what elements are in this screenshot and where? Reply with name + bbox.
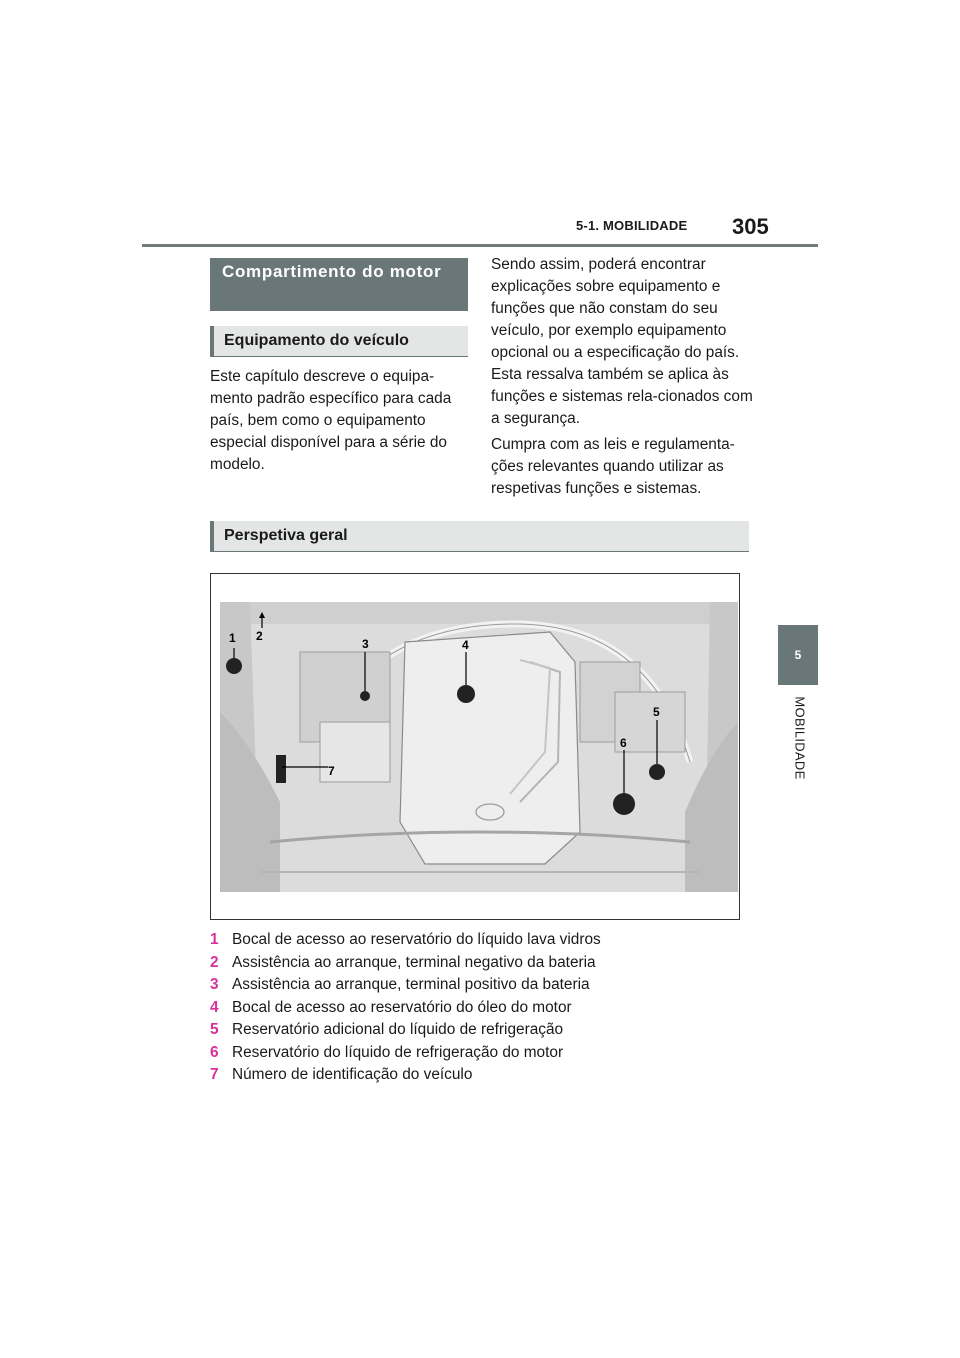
callout-7: 7 [328,764,335,778]
figure-legend [210,929,770,1087]
legend-item [210,974,770,997]
callout-2: 2 [256,629,263,643]
legend-number: 1 [210,931,219,948]
engine-bay-illustration [220,602,738,892]
callout-6: 6 [620,736,627,750]
legend-number: 7 [210,1066,219,1083]
legend-text: Bocal de acesso ao reservatório do líquido lava vidros [232,931,601,948]
legend-item [210,997,770,1020]
legend-number: 4 [210,998,219,1016]
legend-number: 5 [210,1021,219,1038]
callout-3: 3 [362,637,369,651]
legend-item [210,1019,770,1042]
subheading-overview [210,521,749,552]
legend-text: Número de identificação do veículo [232,1066,473,1083]
legend-number: 3 [210,976,219,993]
paragraph-right-2: Cumpra com as leis e regulamenta-ções relevantes quando utilizar as respetivas funções e sistemas. [491,436,735,497]
legend-item [210,1064,770,1087]
legend-number: 6 [210,1043,219,1061]
chapter-tab-label: MOBILIDADE [792,696,808,780]
legend-text: Bocal de acesso ao reservatório do óleo do motor [232,998,572,1016]
callout-5: 5 [653,705,660,719]
callout-1: 1 [229,631,236,645]
section-title: Compartimento do motor [210,258,468,311]
legend-text: Assistência ao arranque, terminal positivo da bateria [232,976,590,993]
chapter-tab[interactable] [778,625,818,685]
subheading-equipment [210,326,468,357]
subheading-equipment-text: Equipamento do veículo [224,332,409,349]
paragraph-left: Este capítulo descreve o equipa-mento padrão específico para cada país, bem como o equipamento especial disponível para a série do modelo. [210,368,452,473]
legend-number: 2 [210,953,219,971]
paragraph-right-1: Sendo assim, poderá encontrar explicações sobre equipamento e funções que não constam do seu veículo, por exemplo equipamento opcional ou a especificação do país. Esta ressalva também se aplica às funções e sistemas rela-cionados com a segurança. [491,256,753,427]
legend-item [210,1042,770,1065]
header-divider [142,244,818,247]
legend-text: Assistência ao arranque, terminal negativo da bateria [232,953,596,971]
legend-text: Reservatório adicional do líquido de refrigeração [232,1021,564,1038]
chapter-tab-number: 5 [794,648,802,662]
callout-4: 4 [462,638,469,652]
header-section-title: 5-1. MOBILIDADE [576,218,688,233]
subheading-overview-text: Perspetiva geral [224,527,348,544]
legend-item [210,952,770,975]
legend-item [210,929,770,952]
legend-text: Reservatório do líquido de refrigeração do motor [232,1043,564,1061]
page-number: 305 [732,214,769,239]
